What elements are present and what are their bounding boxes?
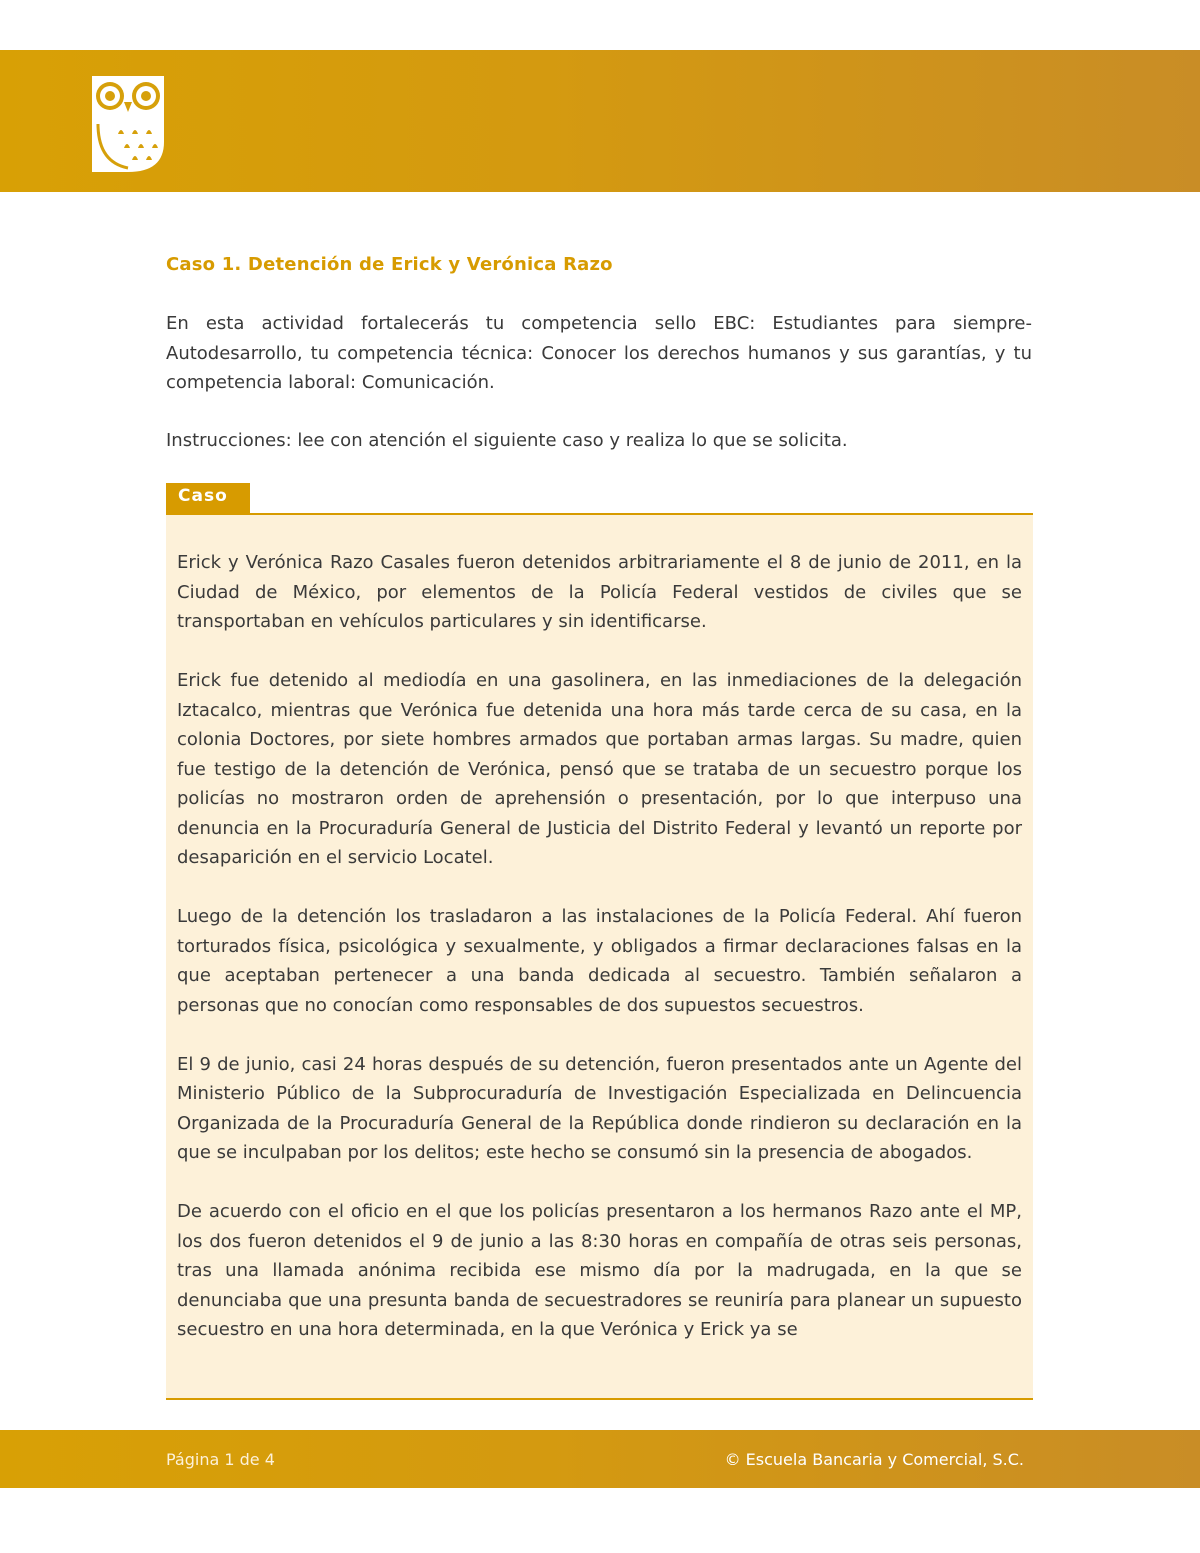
case-paragraph: Erick fue detenido al mediodía en una gasolinera, en las inmediaciones de la delegación Iztacalco, mientras que Verónica fue detenida una hora más tarde cerca de su casa, en la colonia Doctores, por siete hombres armados que portaban armas largas. Su madre, quien fue testigo de la detención de Verónica, pensó que se trataba de un secuestro porque los policías no mostraron orden de aprehensión o presentación, por lo que interpuso una denuncia en la Procuraduría General de Justicia del Distrito Federal y levantó un reporte por desaparición en el servicio Locatel. xyxy=(177,670,1022,868)
document-title: Caso 1. Detención de Erick y Verónica Razo xyxy=(166,254,613,275)
intro-paragraph: En esta actividad fortalecerás tu competencia sello EBC: Estudiantes para siempre-Autodesarrollo, tu competencia técnica: Conocer los derechos humanos y sus garantías, y tu competencia laboral: Comunicación. xyxy=(166,313,1032,393)
case-paragraph: Luego de la detención los trasladaron a las instalaciones de la Policía Federal. Ahí fueron torturados física, psicológica y sexualmente, y obligados a firmar declaraciones falsas en la que aceptaban pertenecer a una banda dedicada al secuestro. También señalaron a personas que no conocían como responsables de dos supuestos secuestros. xyxy=(177,906,1022,1016)
case-text xyxy=(177,548,1022,1374)
case-tab-label: Caso xyxy=(166,483,250,513)
case-paragraph: De acuerdo con el oficio en el que los policías presentaron a los hermanos Razo ante el MP, los dos fueron detenidos el 9 de junio a las 8:30 horas en compañía de otras seis personas, tras una llamada anónima recibida ese mismo día por la madrugada, en la que se denunciaba que una presunta banda de secuestradores se reuniría para planear un supuesto secuestro en una hora determinada, en la que Verónica y Erick ya se xyxy=(177,1201,1022,1340)
owl-logo-icon xyxy=(88,72,168,176)
page-number: Página 1 de 4 xyxy=(166,1450,275,1469)
header-band xyxy=(0,50,1200,192)
case-paragraph: Erick y Verónica Razo Casales fueron detenidos arbitrariamente el 8 de junio de 2011, en la Ciudad de México, por elementos de la Policía Federal vestidos de civiles que se transportaban en vehículos particulares y sin identificarse. xyxy=(177,552,1022,632)
copyright-notice: © Escuela Bancaria y Comercial, S.C. xyxy=(724,1450,1024,1469)
case-paragraph: El 9 de junio, casi 24 horas después de su detención, fueron presentados ante un Agente del Ministerio Público de la Subprocuraduría de Investigación Especializada en Delincuencia Organizada de la Procuraduría General de la República donde rindieron su declaración en la que se inculpaban por los delitos; este hecho se consumó sin la presencia de abogados. xyxy=(177,1053,1022,1163)
footer-band xyxy=(0,1430,1200,1488)
case-box xyxy=(166,513,1033,1400)
instructions-paragraph: Instrucciones: lee con atención el siguiente caso y realiza lo que se solicita. xyxy=(166,430,848,451)
